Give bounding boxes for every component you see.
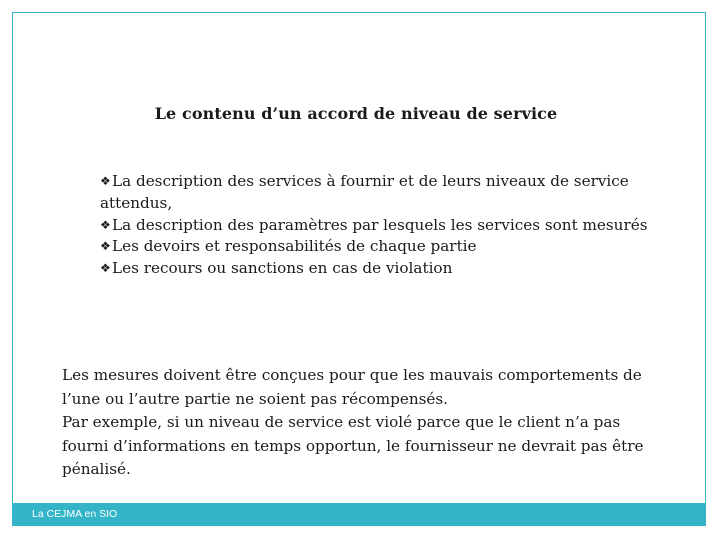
bullet-item	[100, 171, 660, 215]
bullet-text: La description des services à fournir et de leurs niveaux de service attendus,	[100, 172, 629, 212]
diamond-bullet-icon: ❖	[100, 261, 111, 276]
bullet-item	[100, 236, 660, 258]
bullet-item	[100, 215, 660, 237]
body-text	[62, 364, 662, 482]
slide-title: Le contenu d’un accord de niveau de service	[154, 104, 558, 123]
bullet-text: Les devoirs et responsabilités de chaque partie	[112, 237, 477, 256]
bullet-text: Les recours ou sanctions en cas de violation	[112, 259, 453, 278]
bullet-text: La description des paramètres par lesquels les services sont mesurés	[112, 215, 648, 234]
bullet-list	[100, 171, 660, 280]
paragraph: Les mesures doivent être conçues pour que les mauvais comportements de l’une ou l’autre partie ne soient pas récompensés.	[62, 366, 642, 408]
diamond-bullet-icon: ❖	[100, 217, 111, 232]
diamond-bullet-icon: ❖	[100, 174, 111, 188]
paragraph: Par exemple, si un niveau de service est violé parce que le client n’a pas fourni d’informations en temps opportun, le fournisseur ne devrait pas être pénalisé.	[62, 413, 644, 478]
footer-label: La CEJMA en SIO	[32, 508, 118, 520]
footer-bar	[13, 503, 706, 526]
diamond-bullet-icon: ❖	[100, 239, 111, 254]
bullet-item	[100, 258, 660, 280]
